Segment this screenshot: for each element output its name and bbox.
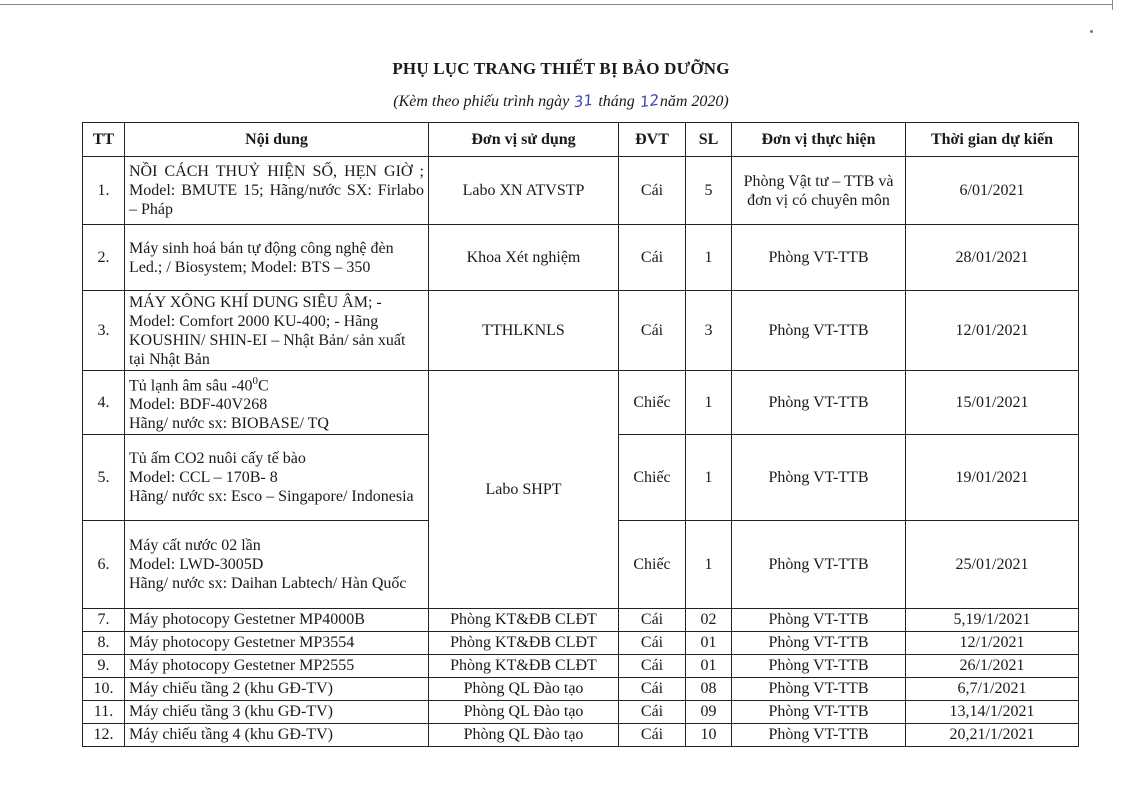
cell-content: Máy chiếu tầng 3 (khu GĐ-TV) (125, 701, 429, 724)
cell-executor: Phòng VT-TTB (732, 225, 906, 291)
col-header-unit-use: Đơn vị sử dụng (429, 123, 619, 157)
cell-unit-use: Phòng QL Đào tạo (429, 701, 619, 724)
cell-executor: Phòng VT-TTB (732, 655, 906, 678)
table-row (83, 371, 1079, 435)
cell-unit-use: Khoa Xét nghiệm (429, 225, 619, 291)
cell-content: Máy photocopy Gestetner MP2555 (125, 655, 429, 678)
handwritten-day: 31 (573, 90, 595, 112)
cell-sl: 1 (686, 225, 732, 291)
cell-content: NỒI CÁCH THUỶ HIỆN SỐ, HẸN GIỜ ; Model: BMUTE 15; Hãng/nước SX: Firlabo – Pháp (125, 157, 429, 225)
cell-sl: 1 (686, 371, 732, 435)
cell-tt: 10. (83, 678, 125, 701)
table-row (83, 291, 1079, 371)
cell-sl: 01 (686, 655, 732, 678)
cell-dvt: Cái (619, 678, 686, 701)
cell-dvt: Cái (619, 724, 686, 747)
cell-unit-use: Phòng KT&ĐB CLĐT (429, 655, 619, 678)
cell-dvt: Cái (619, 157, 686, 225)
cell-dvt: Cái (619, 655, 686, 678)
cell-executor: Phòng VT-TTB (732, 678, 906, 701)
cell-content: Máy chiếu tầng 4 (khu GĐ-TV) (125, 724, 429, 747)
content-line: Tủ ấm CO2 nuôi cấy tế bào (129, 450, 306, 467)
table-row (83, 632, 1079, 655)
cell-tt: 11. (83, 701, 125, 724)
cell-tt: 2. (83, 225, 125, 291)
col-header-content: Nội dung (125, 123, 429, 157)
cell-dvt: Cái (619, 632, 686, 655)
cell-tt: 1. (83, 157, 125, 225)
cell-date: 6/01/2021 (906, 157, 1079, 225)
cell-date: 5,19/1/2021 (906, 609, 1079, 632)
cell-sl: 1 (686, 521, 732, 609)
cell-unit-use: Labo XN ATVSTP (429, 157, 619, 225)
cell-date: 13,14/1/2021 (906, 701, 1079, 724)
cell-content (125, 521, 429, 609)
cell-executor: Phòng VT-TTB (732, 609, 906, 632)
cell-date: 20,21/1/2021 (906, 724, 1079, 747)
cell-unit-use-merged: Labo SHPT (429, 371, 619, 609)
document-title: PHỤ LỤC TRANG THIẾT BỊ BẢO DƯỠNG (392, 59, 730, 78)
cell-tt: 12. (83, 724, 125, 747)
cell-tt: 9. (83, 655, 125, 678)
cell-dvt: Cái (619, 291, 686, 371)
cell-dvt: Cái (619, 225, 686, 291)
cell-unit-use: Phòng KT&ĐB CLĐT (429, 609, 619, 632)
col-header-date: Thời gian dự kiến (906, 123, 1079, 157)
cell-sl: 09 (686, 701, 732, 724)
cell-dvt: Cái (619, 701, 686, 724)
table-row (83, 157, 1079, 225)
cell-date: 6,7/1/2021 (906, 678, 1079, 701)
subtitle-suffix: năm 2020) (659, 93, 729, 110)
content-line: Hãng/ nước sx: BIOBASE/ TQ (129, 415, 329, 433)
degree-sup: 0 (252, 374, 259, 387)
handwritten-month: 12 (638, 90, 661, 112)
scan-top-edge (0, 4, 1112, 5)
cell-date: 12/01/2021 (906, 291, 1079, 371)
cell-dvt: Chiếc (619, 371, 686, 435)
cell-sl: 08 (686, 678, 732, 701)
cell-tt: 6. (83, 521, 125, 609)
content-line: Model: LWD-3005D (129, 556, 264, 573)
content-line: Máy cất nước 02 lần (129, 537, 261, 554)
cell-unit-use: TTHLKNLS (429, 291, 619, 371)
table-row (83, 655, 1079, 678)
cell-sl: 01 (686, 632, 732, 655)
content-line: Hãng/ nước sx: Daihan Labtech/ Hàn Quốc (129, 575, 407, 592)
cell-date: 19/01/2021 (906, 435, 1079, 521)
subtitle-prefix: (Kèm theo phiếu trình ngày (393, 93, 570, 110)
equipment-table (82, 122, 1079, 747)
cell-date: 12/1/2021 (906, 632, 1079, 655)
col-header-executor: Đơn vị thực hiện (732, 123, 906, 157)
scan-speck (1090, 30, 1093, 33)
col-header-sl: SL (686, 123, 732, 157)
cell-dvt: Chiếc (619, 521, 686, 609)
cell-content: Máy photocopy Gestetner MP3554 (125, 632, 429, 655)
cell-tt: 4. (83, 371, 125, 435)
table-row (83, 225, 1079, 291)
cell-executor: Phòng VT-TTB (732, 724, 906, 747)
cell-executor: Phòng Vật tư – TTB và đơn vị có chuyên môn (732, 157, 906, 225)
cell-content (125, 435, 429, 521)
cell-executor: Phòng VT-TTB (732, 371, 906, 435)
cell-unit-use: Phòng KT&ĐB CLĐT (429, 632, 619, 655)
cell-sl: 10 (686, 724, 732, 747)
table-header-row (83, 123, 1079, 157)
content-line: Model: CCL – 170B- 8 (129, 469, 278, 486)
cell-content: Máy photocopy Gestetner MP4000B (125, 609, 429, 632)
cell-sl: 3 (686, 291, 732, 371)
cell-executor: Phòng VT-TTB (732, 291, 906, 371)
content-line: Model: BDF-40V268 (129, 396, 268, 414)
cell-date: 25/01/2021 (906, 521, 1079, 609)
cell-tt: 8. (83, 632, 125, 655)
cell-content: Máy chiếu tầng 2 (khu GĐ-TV) (125, 678, 429, 701)
table-row (83, 724, 1079, 747)
scan-right-edge (1112, 0, 1113, 10)
cell-sl: 02 (686, 609, 732, 632)
table-row (83, 678, 1079, 701)
cell-dvt: Chiếc (619, 435, 686, 521)
content-text: Tủ lạnh âm sâu -40 (129, 377, 253, 395)
cell-dvt: Cái (619, 609, 686, 632)
cell-executor: Phòng VT-TTB (732, 435, 906, 521)
col-header-tt: TT (83, 123, 125, 157)
cell-tt: 3. (83, 291, 125, 371)
cell-date: 28/01/2021 (906, 225, 1079, 291)
cell-unit-use: Phòng QL Đào tạo (429, 724, 619, 747)
content-line (129, 372, 424, 395)
cell-tt: 7. (83, 609, 125, 632)
cell-executor: Phòng VT-TTB (732, 521, 906, 609)
cell-content (125, 371, 429, 435)
table-row (83, 609, 1079, 632)
content-line: Hãng/ nước sx: Esco – Singapore/ Indonesia (129, 488, 414, 505)
document-subtitle (0, 92, 1122, 111)
table-row (83, 701, 1079, 724)
cell-executor: Phòng VT-TTB (732, 701, 906, 724)
cell-tt: 5. (83, 435, 125, 521)
cell-sl: 5 (686, 157, 732, 225)
cell-unit-use: Phòng QL Đào tạo (429, 678, 619, 701)
cell-content: Máy sinh hoá bán tự động công nghệ đèn Led.; / Biosystem; Model: BTS – 350 (125, 225, 429, 291)
cell-content: MÁY XÔNG KHÍ DUNG SIÊU ÂM; - Model: Comfort 2000 KU-400; - Hãng KOUSHIN/ SHIN-EI – Nhật Bản/ sản xuất tại Nhật Bản (125, 291, 429, 371)
content-text: C (258, 377, 269, 395)
cell-sl: 1 (686, 435, 732, 521)
cell-date: 15/01/2021 (906, 371, 1079, 435)
col-header-dvt: ĐVT (619, 123, 686, 157)
cell-date: 26/1/2021 (906, 655, 1079, 678)
cell-executor: Phòng VT-TTB (732, 632, 906, 655)
subtitle-month-word: tháng (598, 93, 635, 110)
